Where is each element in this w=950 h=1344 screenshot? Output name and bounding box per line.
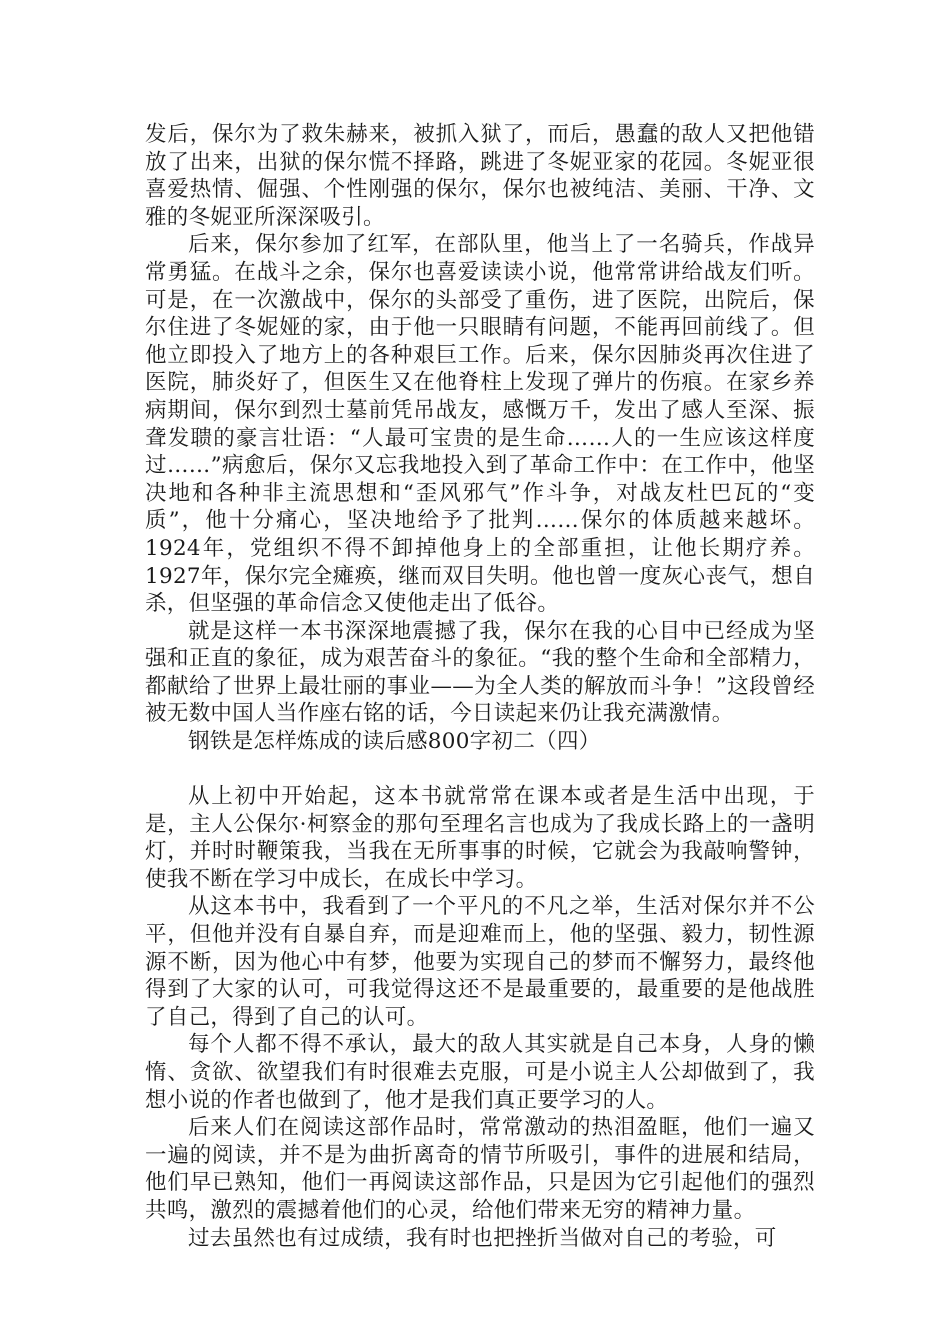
paragraph-impression: 就是这样一本书深深地震撼了我，保尔在我的心目中已经成为坚强和正直的象征，成为艰苦奋斗的象征。“我的整个生命和全部精力，都献给了世界上最壮丽的事业——为全人类的解放而斗争！”这段曾经被无数中国人当作座右铭的话，今日读起来仍让我充满激情。 xyxy=(145,618,815,727)
paragraph-readers: 后来人们在阅读这部作品时，常常激动的热泪盈眶，他们一遍又一遍的阅读，并不是为曲折离奇的情节所吸引，事件的进展和结局，他们早已熟知，他们一再阅读这部作品，只是因为它引起他们的强烈共鸣，激烈的震撼着他们的心灵，给他们带来无穷的精神力量。 xyxy=(145,1115,815,1223)
document-page xyxy=(145,121,815,1252)
paragraph-greatest-enemy: 每个人都不得不承认，最大的敌人其实就是自己本身，人身的懒惰、贪欲、欲望我们有时很难去克服，可是小说主人公却做到了，我想小说的作者也做到了，他才是我们真正要学习的人。 xyxy=(145,1032,815,1113)
paragraph-ordinary-extraordinary: 从这本书中，我看到了一个平凡的不凡之举，生活对保尔并不公平，但他并没有自暴自弃，而是迎难而上，他的坚强、毅力，韧性源源不断，因为他心中有梦，他要为实现自己的梦而不懈努力，最终他得到了大家的认可，可我觉得这还不是最重要的，最重要的是他战胜了自己，得到了自己的认可。 xyxy=(145,894,815,1030)
paragraph-junior-high: 从上初中开始起，这本书就常常在课本或者是生活中出现，于是，主人公保尔·柯察金的那句至理名言也成为了我成长路上的一盏明灯，并时时鞭策我，当我在无所事事的时候，它就会为我敲响警钟，使我不断在学习中成长，在成长中学习。 xyxy=(145,784,815,892)
section-heading: 钢铁是怎样炼成的读后感800字初二（四） xyxy=(188,729,601,755)
paragraph-past-achievements: 过去虽然也有过成绩，我有时也把挫折当做对自己的考验，可 xyxy=(188,1225,777,1251)
paragraph-red-army: 后来，保尔参加了红军，在部队里，他当上了一名骑兵，作战异常勇猛。在战斗之余，保尔也喜爱读读小说，他常常讲给战友们听。可是，在一次激战中，保尔的头部受了重伤，进了医院，出院后，保尔住进了冬妮娅的家，由于他一只眼睛有问题，不能再回前线了。但他立即投入了地方上的各种艰巨工作。后来，保尔因肺炎再次住进了医院，肺炎好了，但医生又在他脊柱上发现了弹片的伤痕。在家乡养病期间，保尔到烈士墓前凭吊战友，感慨万千，发出了感人至深、振聋发聩的豪言壮语：“人最可宝贵的是生命……人的一生应该这样度过……”病愈后，保尔又忘我地投入到了革命工作中：在工作中，他坚决地和各种非主流思想和“歪风邪气”作斗争，对战友杜巴瓦的“变质”，他十分痛心，坚决地给予了批判……保尔的体质越来越坏。1924年，党组织不得不卸掉他身上的全部重担，让他长期疗养。1927年，保尔完全瘫痪，继而双目失明。他也曾一度灰心丧气，想自杀，但坚强的革命信念又使他走出了低谷。 xyxy=(145,232,815,617)
paragraph-continuation: 发后，保尔为了救朱赫来，被抓入狱了，而后，愚蠢的敌人又把他错放了出来，出狱的保尔慌不择路，跳进了冬妮亚家的花园。冬妮亚很喜爱热情、倔强、个性刚强的保尔，保尔也被纯洁、美丽、干净、文雅的冬妮亚所深深吸引。 xyxy=(145,122,815,230)
